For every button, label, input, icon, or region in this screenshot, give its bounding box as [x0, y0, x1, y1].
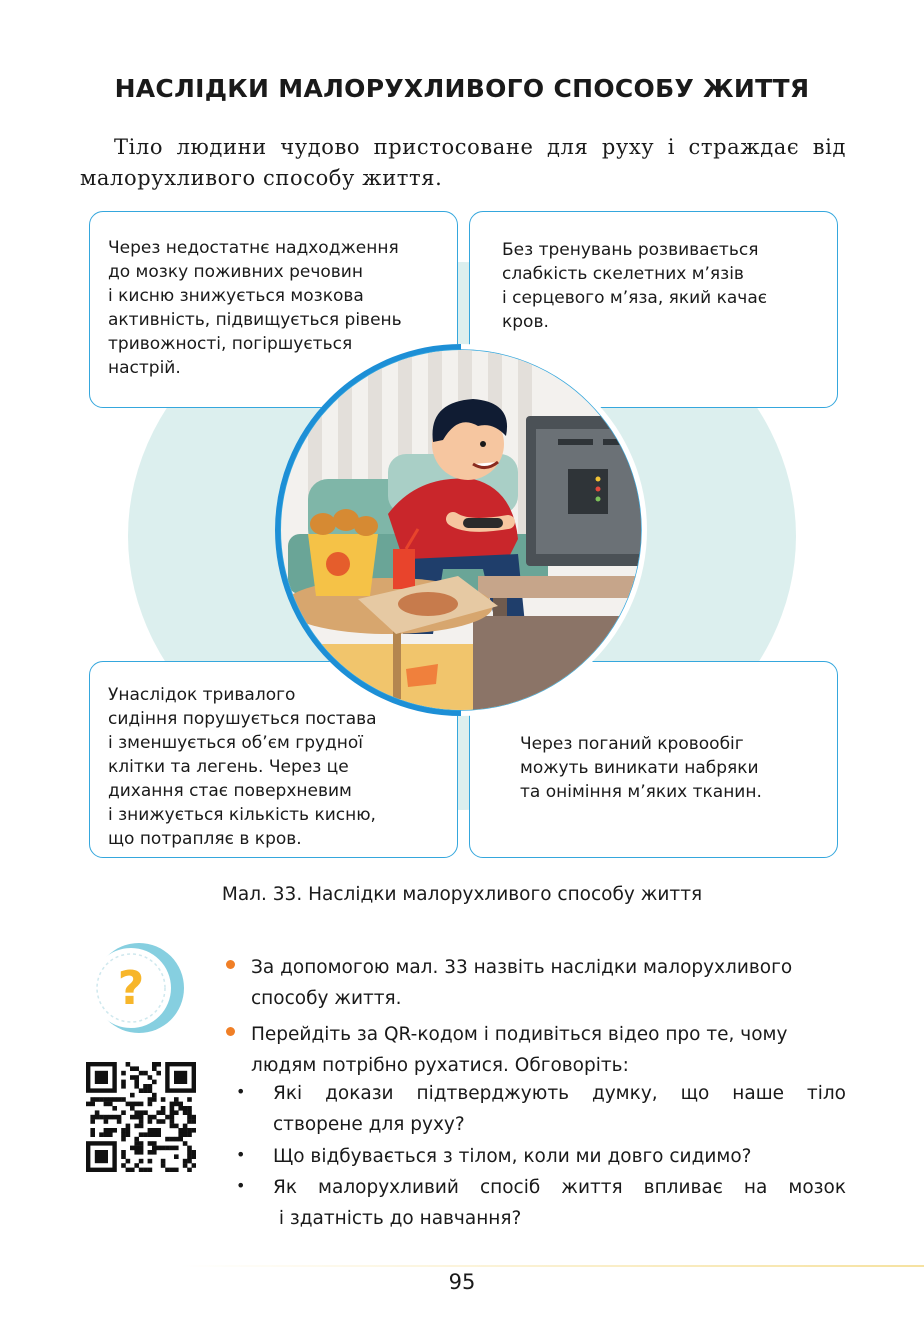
qr-module [134, 1124, 139, 1129]
qr-module [148, 1115, 153, 1120]
qr-module [156, 1132, 161, 1137]
qr-module [192, 1154, 196, 1159]
qr-module [148, 1150, 153, 1155]
qr-module [90, 1119, 95, 1124]
card-line: що потрапляє в кров. [108, 829, 302, 849]
qr-module [187, 1154, 192, 1159]
qr-module [152, 1097, 157, 1102]
qr-module [134, 1084, 139, 1089]
qr-module [134, 1163, 139, 1168]
qr-module [134, 1080, 139, 1085]
qr-module [139, 1102, 144, 1107]
qr-module [134, 1150, 139, 1155]
qr-module [178, 1102, 183, 1107]
qr-module [108, 1132, 113, 1137]
qr-module [174, 1097, 179, 1102]
qr-module [139, 1088, 144, 1093]
qr-module [90, 1097, 95, 1102]
qr-module [148, 1097, 153, 1102]
qr-module [143, 1168, 148, 1172]
qr-module [104, 1132, 109, 1137]
qr-module [139, 1159, 144, 1164]
card-line: сидіння порушується постава [108, 709, 377, 729]
qr-module [170, 1102, 175, 1107]
qr-module [139, 1119, 144, 1124]
qr-module [152, 1141, 157, 1146]
qr-module [86, 1102, 91, 1107]
qr-module [161, 1163, 166, 1168]
qr-module [134, 1075, 139, 1080]
qr-module [178, 1137, 183, 1142]
qr-module [112, 1115, 117, 1120]
card-line: Без тренувань розвивається [502, 240, 759, 260]
qr-module [152, 1132, 157, 1137]
qr-module [130, 1066, 135, 1071]
qr-module [104, 1119, 109, 1124]
qr-module [134, 1110, 139, 1115]
qr-module [192, 1163, 196, 1168]
qr-module [174, 1154, 179, 1159]
question-line: і здатність до навчання? [273, 1208, 522, 1229]
qr-module [148, 1159, 153, 1164]
qr-module [112, 1106, 117, 1111]
qr-module [148, 1132, 153, 1137]
qr-module [187, 1106, 192, 1111]
qr-module [178, 1132, 183, 1137]
qr-module [148, 1075, 153, 1080]
intro-paragraph: Тіло людини чудово пристосоване для руху і страждає від малорухливого способу життя. [80, 135, 846, 190]
qr-module [161, 1110, 166, 1115]
boy-gaming-illustration [268, 344, 658, 724]
page-number: 95 [448, 1270, 476, 1294]
qr-module [170, 1146, 175, 1151]
card-line: до мозку поживних речовин [108, 262, 363, 282]
question-line: людям потрібно рухатися. Обговоріть: [251, 1055, 629, 1076]
card-line: можуть виникати набряки [520, 758, 759, 778]
qr-module [139, 1124, 144, 1129]
qr-module [126, 1132, 131, 1137]
qr-module [152, 1062, 157, 1067]
qr-module [121, 1132, 126, 1137]
qr-module [99, 1132, 104, 1137]
qr-finder [174, 1071, 187, 1084]
qr-module [104, 1097, 109, 1102]
question-1 [251, 952, 846, 1014]
qr-module [183, 1124, 188, 1129]
qr-module [178, 1128, 183, 1133]
qr-module [130, 1102, 135, 1107]
qr-module [108, 1128, 113, 1133]
qr-module [130, 1168, 135, 1172]
qr-module [161, 1097, 166, 1102]
qr-module [165, 1168, 170, 1172]
qr-module [90, 1115, 95, 1120]
qr-module [139, 1115, 144, 1120]
qr-module [174, 1102, 179, 1107]
qr-module [130, 1075, 135, 1080]
card-line: дихання стає поверхневим [108, 781, 352, 801]
qr-module [170, 1124, 175, 1129]
qr-module [174, 1110, 179, 1115]
qr-module [126, 1124, 131, 1129]
qr-module [170, 1119, 175, 1124]
qr-module [112, 1097, 117, 1102]
qr-finder [95, 1150, 108, 1163]
qr-module [121, 1084, 126, 1089]
qr-module [104, 1115, 109, 1120]
qr-module [183, 1128, 188, 1133]
qr-module [139, 1132, 144, 1137]
qr-module [148, 1119, 153, 1124]
qr-module [161, 1159, 166, 1164]
bullet-dot [226, 960, 235, 969]
sub-question-2 [273, 1141, 846, 1172]
qr-module [187, 1159, 192, 1164]
qr-module [117, 1119, 122, 1124]
card-line: тривожності, погіршується [108, 334, 353, 354]
question-line: Як малорухливий спосіб життя впливає на мозок [273, 1177, 846, 1198]
qr-module [90, 1102, 95, 1107]
qr-module [121, 1137, 126, 1142]
card-line: активність, підвищується рівень [108, 310, 402, 330]
qr-module [130, 1115, 135, 1120]
question-line: Що відбувається з тілом, коли ми довго сидимо? [273, 1146, 752, 1167]
question-line: способу життя. [251, 988, 402, 1009]
qr-module [134, 1146, 139, 1151]
qr-module [178, 1106, 183, 1111]
qr-module [192, 1115, 196, 1120]
qr-module [187, 1168, 192, 1172]
qr-module [187, 1132, 192, 1137]
qr-code[interactable] [86, 1062, 196, 1172]
qr-module [161, 1106, 166, 1111]
qr-module [156, 1146, 161, 1151]
question-line: Перейдіть за QR-кодом і подивіться відео про те, чому [251, 1024, 788, 1045]
qr-module [183, 1106, 188, 1111]
qr-module [187, 1146, 192, 1151]
qr-module [156, 1071, 161, 1076]
card-line: Через поганий кровообіг [520, 734, 744, 754]
question-line: Які докази підтверджують думку, що наше тіло [273, 1083, 846, 1104]
qr-module [187, 1110, 192, 1115]
qr-module [152, 1150, 157, 1155]
qr-module [187, 1115, 192, 1120]
qr-module [90, 1128, 95, 1133]
qr-module [134, 1141, 139, 1146]
qr-module [134, 1066, 139, 1071]
qr-module [156, 1110, 161, 1115]
qr-module [117, 1115, 122, 1120]
qr-module [126, 1102, 131, 1107]
card-line: кров. [502, 312, 549, 332]
card-line: клітки та легень. Через це [108, 757, 349, 777]
qr-module [130, 1146, 135, 1151]
qr-module [148, 1088, 153, 1093]
qr-module [165, 1137, 170, 1142]
sub-question-1 [273, 1078, 846, 1140]
sub-bullet-dot: • [236, 1145, 246, 1164]
svg-text:?: ? [117, 961, 145, 1015]
qr-module [152, 1093, 157, 1098]
card-line: слабкість скелетних м’язів [502, 264, 744, 284]
qr-module [170, 1106, 175, 1111]
qr-module [148, 1168, 153, 1172]
qr-module [161, 1119, 166, 1124]
qr-module [174, 1124, 179, 1129]
qr-module [139, 1071, 144, 1076]
qr-module [187, 1119, 192, 1124]
qr-module [143, 1088, 148, 1093]
qr-module [90, 1132, 95, 1137]
figure-caption: Мал. 33. Наслідки малорухливого способу життя [221, 884, 703, 905]
footer-divider [180, 1265, 924, 1267]
qr-module [183, 1163, 188, 1168]
qr-module [174, 1146, 179, 1151]
card-line: Через недостатнє надходження [108, 238, 399, 258]
qr-module [143, 1084, 148, 1089]
sub-bullet-dot: • [236, 1082, 246, 1101]
qr-module [187, 1097, 192, 1102]
qr-module [174, 1168, 179, 1172]
qr-module [183, 1110, 188, 1115]
qr-module [187, 1128, 192, 1133]
qr-module [95, 1110, 100, 1115]
qr-module [139, 1146, 144, 1151]
sub-question-3 [273, 1172, 846, 1234]
qr-module [192, 1119, 196, 1124]
qr-module [95, 1115, 100, 1120]
qr-module [104, 1128, 109, 1133]
qr-module [148, 1141, 153, 1146]
qr-module [139, 1141, 144, 1146]
qr-module [152, 1128, 157, 1133]
qr-module [139, 1168, 144, 1172]
question-2 [251, 1019, 846, 1081]
qr-module [134, 1115, 139, 1120]
qr-module [117, 1097, 122, 1102]
qr-module [99, 1097, 104, 1102]
qr-module [148, 1128, 153, 1133]
card-line: та оніміння м’яких тканин. [520, 782, 762, 802]
qr-module [143, 1071, 148, 1076]
qr-module [183, 1159, 188, 1164]
page-title: НАСЛІДКИ МАЛОРУХЛИВОГО СПОСОБУ ЖИТТЯ [114, 74, 810, 103]
question-mark-icon [86, 941, 184, 1037]
qr-module [126, 1062, 131, 1067]
qr-module [121, 1097, 126, 1102]
qr-module [130, 1106, 135, 1111]
qr-module [170, 1115, 175, 1120]
qr-module [152, 1146, 157, 1151]
card-line: і кисню знижується мозкова [108, 286, 364, 306]
card-line: і знижується кількість кисню, [108, 805, 376, 825]
qr-module [134, 1102, 139, 1107]
qr-module [121, 1163, 126, 1168]
qr-module [121, 1154, 126, 1159]
card-line: і серцевого м’яза, який качає [502, 288, 768, 308]
qr-module [152, 1080, 157, 1085]
qr-module [121, 1110, 126, 1115]
question-line: За допомогою мал. 33 назвіть наслідки малорухливого [251, 957, 793, 978]
qr-module [126, 1159, 131, 1164]
qr-module [174, 1137, 179, 1142]
qr-module [170, 1168, 175, 1172]
qr-module [183, 1141, 188, 1146]
qr-module [165, 1146, 170, 1151]
qr-module [143, 1132, 148, 1137]
qr-module [143, 1110, 148, 1115]
question-line: створене для руху? [273, 1114, 465, 1135]
bullet-dot [226, 1027, 235, 1036]
qr-module [130, 1093, 135, 1098]
qr-module [148, 1084, 153, 1089]
qr-module [152, 1115, 157, 1120]
qr-module [161, 1146, 166, 1151]
qr-module [121, 1080, 126, 1085]
qr-module [126, 1168, 131, 1172]
qr-module [156, 1119, 161, 1124]
qr-module [156, 1062, 161, 1067]
qr-module [187, 1150, 192, 1155]
qr-module [121, 1150, 126, 1155]
qr-module [183, 1132, 188, 1137]
qr-module [152, 1066, 157, 1071]
qr-module [108, 1115, 113, 1120]
qr-finder [95, 1071, 108, 1084]
qr-module [104, 1102, 109, 1107]
qr-module [112, 1128, 117, 1133]
qr-module [156, 1128, 161, 1133]
qr-module [165, 1115, 170, 1120]
qr-module [126, 1128, 131, 1133]
qr-module [95, 1097, 100, 1102]
qr-module [134, 1137, 139, 1142]
qr-module [108, 1102, 113, 1107]
qr-module [121, 1128, 126, 1133]
qr-module [148, 1102, 153, 1107]
card-line: Унаслідок тривалого [108, 685, 296, 705]
card-line: і зменшується об’єм грудної [108, 733, 364, 753]
card-line: настрій. [108, 358, 181, 378]
qr-module [99, 1115, 104, 1120]
sub-bullet-dot: • [236, 1176, 246, 1195]
qr-module [139, 1150, 144, 1155]
qr-module [139, 1110, 144, 1115]
qr-module [192, 1128, 196, 1133]
qr-module [170, 1137, 175, 1142]
qr-module [121, 1071, 126, 1076]
qr-module [192, 1150, 196, 1155]
qr-module [108, 1097, 113, 1102]
qr-module [170, 1110, 175, 1115]
